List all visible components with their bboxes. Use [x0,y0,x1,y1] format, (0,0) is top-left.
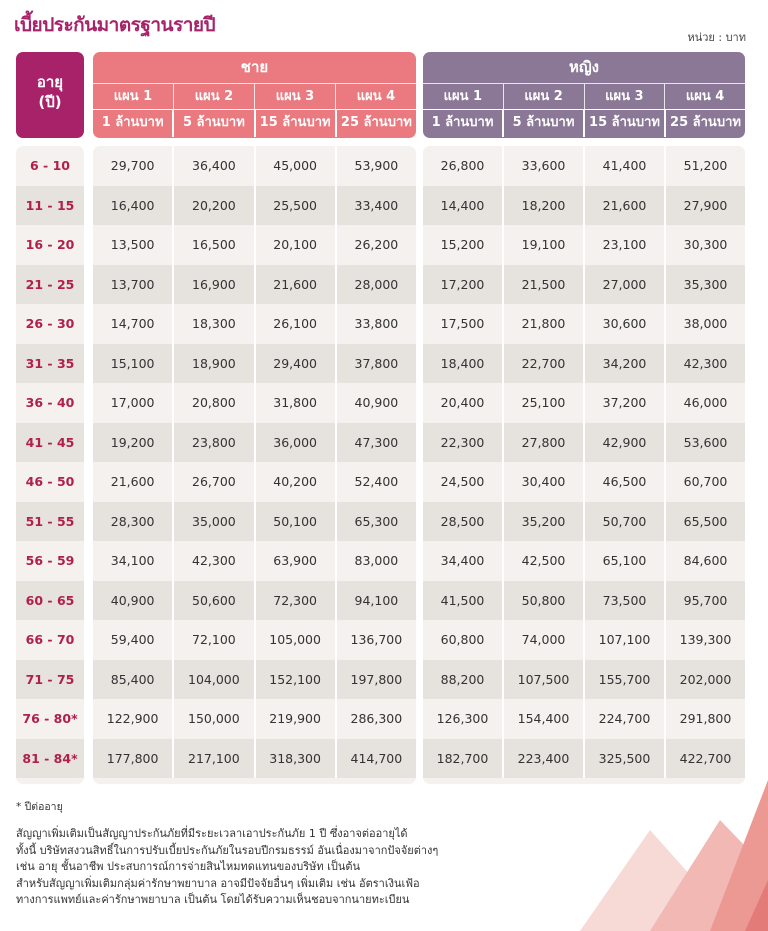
female-cell: 27,000 [583,265,664,305]
male-cell: 13,500 [110,237,155,252]
age-row [16,462,84,502]
male-cell: 59,400 [110,632,155,647]
age-row [16,423,84,463]
male-cell: 152,100 [254,660,335,700]
age-row [16,383,84,423]
age-row [16,344,84,384]
male-cell: 105,000 [254,620,335,660]
female-cell: 33,600 [502,146,583,186]
female-cell: 224,700 [583,699,664,739]
female-cell: 27,900 [664,186,745,226]
age-row [16,739,84,779]
male-row [93,146,416,186]
female-cell: 38,000 [664,304,745,344]
male-row [93,383,416,423]
female-cell: 34,200 [583,344,664,384]
female-cell: 30,400 [502,462,583,502]
male-premium-table [93,146,416,784]
age-cell: 46 - 50 [25,474,75,489]
age-row [16,541,84,581]
age-cell: 11 - 15 [25,197,75,213]
male-plan-label: แผน 4 [335,84,416,109]
male-cell: 14,700 [110,316,155,331]
age-header-line2: (ปี) [38,93,62,111]
female-cell: 139,300 [664,620,745,660]
page-title: เบี้ยประกันมาตรฐานรายปี [14,14,216,36]
male-row [93,660,416,700]
female-cell: 22,700 [502,344,583,384]
male-plan-row [93,83,416,109]
female-row [423,225,745,265]
male-cell: 94,100 [335,581,416,621]
male-cell: 197,800 [335,660,416,700]
female-cell: 26,800 [440,158,485,173]
female-cell: 53,600 [664,423,745,463]
male-cell: 15,100 [110,355,155,371]
female-cell: 88,200 [440,671,485,687]
female-cell: 28,500 [440,513,485,529]
female-row [423,620,745,660]
male-cell: 72,100 [172,620,253,660]
female-cell: 422,700 [664,739,745,779]
age-cell: 71 - 75 [25,671,75,687]
female-cell: 325,500 [583,739,664,779]
age-row [16,304,84,344]
male-cell: 35,000 [172,502,253,542]
female-cell: 291,800 [664,699,745,739]
male-cell: 50,100 [254,502,335,542]
female-cell: 17,200 [440,276,485,292]
male-cell: 53,900 [335,146,416,186]
female-sum-label: 15 ล้านบาท [583,110,664,137]
age-row [16,186,84,226]
male-sum-row [93,109,416,137]
male-cell: 19,200 [110,434,155,450]
female-cell: 34,400 [440,553,485,568]
age-cell: 31 - 35 [25,355,75,371]
male-plan-label: แผน 3 [254,84,335,109]
female-cell: 202,000 [664,660,745,700]
male-row [93,225,416,265]
female-row [423,541,745,581]
male-row [93,699,416,739]
female-cell: 24,500 [440,474,485,489]
female-cell: 22,300 [440,434,485,450]
age-cell: 16 - 20 [25,237,75,252]
female-cell: 84,600 [664,541,745,581]
male-row [93,502,416,542]
male-cell: 26,200 [335,225,416,265]
age-row [16,660,84,700]
female-cell: 46,500 [583,462,664,502]
male-cell: 20,200 [172,186,253,226]
age-header [16,52,84,138]
decorative-triangles [560,760,768,931]
disclaimer-line: สัญญาเพิ่มเติมเป็นสัญญาประกันภัยที่มีระยะเวลาเอาประกันภัย 1 ปี ซึ่งอาจต่ออายุได้ [16,827,408,840]
male-cell: 40,900 [335,383,416,423]
male-row [93,462,416,502]
female-row [423,581,745,621]
female-row [423,304,745,344]
male-cell: 177,800 [106,750,159,766]
female-row [423,383,745,423]
male-cell: 50,600 [172,581,253,621]
male-cell: 63,900 [254,541,335,581]
female-cell: 42,900 [583,423,664,463]
female-cell: 35,300 [664,265,745,305]
female-header-title: หญิง [569,58,599,76]
age-cell: 60 - 65 [25,592,75,608]
female-row [423,146,745,186]
male-row [93,186,416,226]
male-cell: 16,400 [110,197,155,213]
female-cell: 35,200 [502,502,583,542]
disclaimer-line: เช่น อายุ ชั้นอาชีพ ประสบการณ์การจ่ายสินไหมทดแทนของบริษัท เป็นต้น [16,860,361,873]
female-plan-label: แผน 4 [664,84,745,109]
female-plan-label: แผน 1 [443,89,483,104]
male-cell: 25,500 [254,186,335,226]
male-cell: 217,100 [172,739,253,779]
male-header-title: ชาย [240,58,269,76]
age-row [16,620,84,660]
male-sum-label: 15 ล้านบาท [254,110,335,137]
age-cell: 51 - 55 [25,513,75,529]
female-plan-label: แผน 2 [503,84,584,109]
male-cell: 83,000 [335,541,416,581]
male-cell: 36,000 [254,423,335,463]
female-cell: 51,200 [664,146,745,186]
age-column [16,146,84,784]
male-cell: 28,300 [110,513,155,529]
female-cell: 73,500 [583,581,664,621]
age-cell: 26 - 30 [25,316,75,331]
female-cell: 155,700 [583,660,664,700]
female-cell: 21,600 [583,186,664,226]
male-row [93,423,416,463]
male-cell: 34,100 [110,553,155,568]
female-row [423,502,745,542]
male-cell: 33,400 [335,186,416,226]
male-cell: 414,700 [335,739,416,779]
male-cell: 122,900 [106,711,159,726]
footnote: * ปีต่ออายุ [16,801,63,813]
female-cell: 30,300 [664,225,745,265]
age-cell: 76 - 80* [22,711,78,726]
female-row [423,344,745,384]
disclaimer [16,826,516,909]
female-cell: 23,100 [583,225,664,265]
male-plan-label: แผน 2 [173,84,254,109]
female-row [423,265,745,305]
female-cell: 37,200 [583,383,664,423]
male-cell: 72,300 [254,581,335,621]
male-cell: 20,800 [172,383,253,423]
female-cell: 46,000 [664,383,745,423]
male-row [93,739,416,779]
male-cell: 42,300 [172,541,253,581]
male-cell: 29,400 [254,344,335,384]
female-cell: 15,200 [440,237,485,252]
male-cell: 47,300 [335,423,416,463]
female-cell: 60,700 [664,462,745,502]
male-cell: 150,000 [172,699,253,739]
male-cell: 37,800 [335,344,416,384]
disclaimer-line: ทางการแพทย์และค่ารักษาพยาบาล เป็นต้น โดยได้รับความเห็นชอบจากนายทะเบียน [16,893,410,906]
female-cell: 42,500 [502,541,583,581]
male-cell: 26,700 [172,462,253,502]
male-row [93,541,416,581]
female-cell: 18,400 [440,355,485,371]
male-cell: 26,100 [254,304,335,344]
female-plan-label: แผน 3 [584,84,665,109]
female-cell: 14,400 [440,197,485,213]
female-cell: 107,100 [583,620,664,660]
female-sum-label: 25 ล้านบาท [664,110,745,137]
female-row [423,462,745,502]
female-cell: 30,600 [583,304,664,344]
female-sum-label: 5 ล้านบาท [502,110,583,137]
age-row [16,699,84,739]
male-cell: 23,800 [172,423,253,463]
female-cell: 65,100 [583,541,664,581]
male-cell: 21,600 [110,474,155,489]
unit-label: หน่วย : บาท [687,31,746,44]
female-cell: 20,400 [440,395,485,410]
female-cell: 19,100 [502,225,583,265]
male-row [93,304,416,344]
male-cell: 31,800 [254,383,335,423]
female-row [423,186,745,226]
age-row [16,265,84,305]
male-cell: 136,700 [335,620,416,660]
male-cell: 286,300 [335,699,416,739]
female-cell: 126,300 [436,711,489,726]
female-cell: 154,400 [502,699,583,739]
male-cell: 21,600 [254,265,335,305]
female-cell: 60,800 [440,632,485,647]
male-cell: 104,000 [172,660,253,700]
age-cell: 21 - 25 [25,276,75,292]
female-cell: 65,500 [664,502,745,542]
disclaimer-line: สำหรับสัญญาเพิ่มเติมกลุ่มค่ารักษาพยาบาล อาจมีปัจจัยอื่นๆ เพิ่มเติม เช่น อัตราเงินเฟ้อ [16,876,420,890]
male-cell: 40,900 [110,592,155,608]
male-cell: 45,000 [254,146,335,186]
female-cell: 50,800 [502,581,583,621]
female-cell: 74,000 [502,620,583,660]
male-row [93,581,416,621]
female-header [423,52,745,138]
male-header [93,52,416,138]
male-row [93,344,416,384]
male-cell: 219,900 [254,699,335,739]
age-cell: 36 - 40 [25,395,75,410]
male-cell: 18,300 [172,304,253,344]
age-row [16,502,84,542]
female-cell: 18,200 [502,186,583,226]
female-sum-label: 1 ล้านบาท [423,110,502,137]
female-row [423,660,745,700]
male-sum-label: 25 ล้านบาท [335,110,416,137]
female-cell: 25,100 [502,383,583,423]
male-cell: 65,300 [335,502,416,542]
male-cell: 40,200 [254,462,335,502]
male-sum-label: 1 ล้านบาท [93,110,172,137]
male-cell: 28,000 [335,265,416,305]
female-row [423,699,745,739]
female-sum-row [423,109,745,137]
age-cell: 41 - 45 [25,434,75,450]
male-cell: 318,300 [254,739,335,779]
age-cell: 81 - 84* [22,750,78,766]
female-premium-table [423,146,745,784]
female-cell: 223,400 [502,739,583,779]
male-cell: 18,900 [172,344,253,384]
male-cell: 16,500 [172,225,253,265]
female-cell: 95,700 [664,581,745,621]
age-row [16,146,84,186]
male-plan-label: แผน 1 [113,89,153,104]
male-cell: 16,900 [172,265,253,305]
male-cell: 29,700 [110,158,155,173]
male-cell: 85,400 [110,671,155,687]
male-row [93,265,416,305]
female-cell: 41,400 [583,146,664,186]
female-row [423,423,745,463]
female-cell: 17,500 [440,316,485,331]
age-cell: 66 - 70 [25,632,75,647]
age-row [16,581,84,621]
female-cell: 21,500 [502,265,583,305]
male-cell: 20,100 [254,225,335,265]
male-cell: 33,800 [335,304,416,344]
female-cell: 107,500 [502,660,583,700]
disclaimer-line: ทั้งนี้ บริษัทสงวนสิทธิ์ในการปรับเบี้ยประกันภัยในรอบปีกรมธรรม์ อันเนื่องมาจากปัจจัยต่างๆ [16,843,439,857]
female-cell: 41,500 [440,592,485,608]
age-cell: 56 - 59 [25,553,75,568]
female-cell: 21,800 [502,304,583,344]
female-cell: 50,700 [583,502,664,542]
male-cell: 52,400 [335,462,416,502]
female-cell: 27,800 [502,423,583,463]
female-cell: 182,700 [436,750,489,766]
age-header-line1: อายุ [36,73,64,91]
female-plan-row [423,83,745,109]
male-row [93,620,416,660]
male-cell: 13,700 [110,276,155,292]
male-cell: 17,000 [110,395,155,410]
female-cell: 42,300 [664,344,745,384]
male-cell: 36,400 [172,146,253,186]
age-row [16,225,84,265]
male-sum-label: 5 ล้านบาท [172,110,253,137]
age-cell: 6 - 10 [30,158,70,173]
